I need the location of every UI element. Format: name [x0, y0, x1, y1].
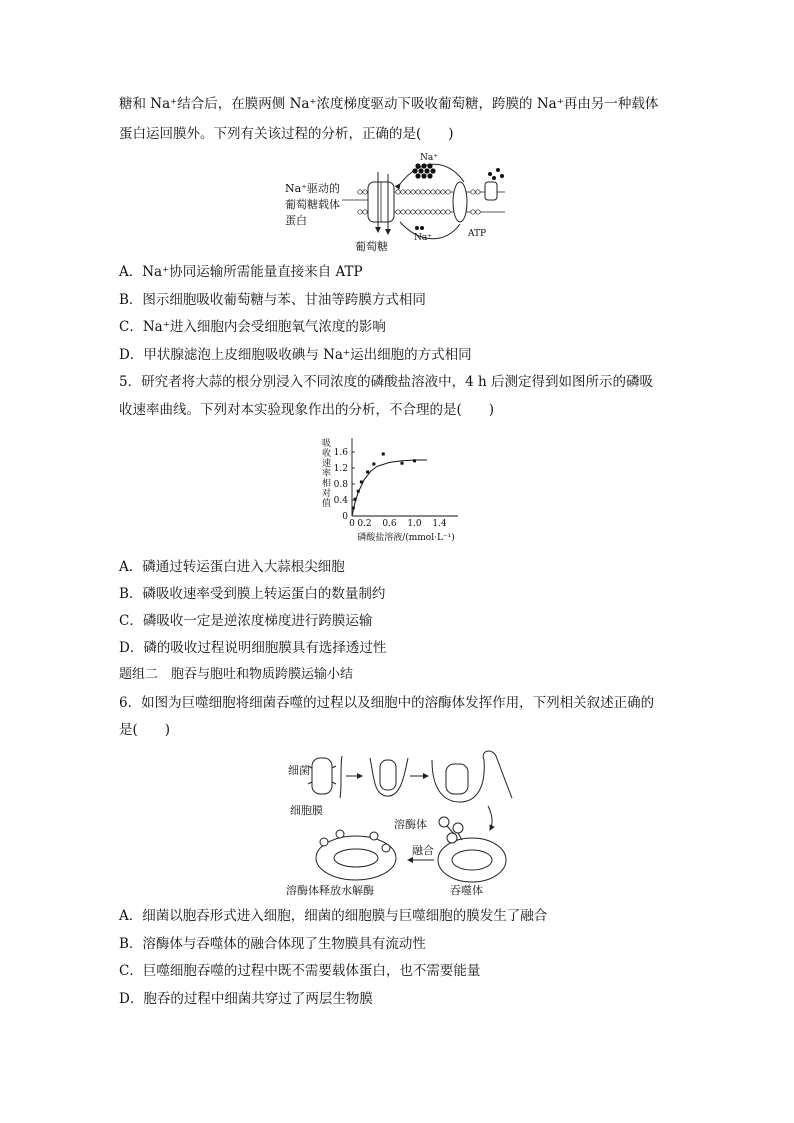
- carrier-label-1: Na⁺驱动的: [285, 182, 340, 195]
- q6-option-c: C．巨噬细胞吞噬的过程中既不需要载体蛋白，也不需要能量: [119, 963, 481, 979]
- q6-stem-line2: 是( ): [119, 722, 171, 738]
- data-point: [366, 471, 369, 474]
- data-point: [352, 507, 355, 510]
- q6-option-a: A．细菌以胞吞形式进入细胞，细菌的细胞膜与巨噬细胞的膜发生了融合: [119, 908, 548, 924]
- y-tick-label: 1.2: [333, 464, 348, 474]
- data-point: [360, 481, 363, 484]
- y-tick-label: 0.8: [333, 480, 348, 490]
- data-point: [382, 453, 385, 456]
- y-tick-label: 1.6: [333, 448, 348, 458]
- glucose-label: 葡萄糖: [355, 240, 388, 253]
- x-tick-label: 1.4: [432, 519, 447, 529]
- y-axis-label: 吸收速率相对值: [322, 439, 332, 509]
- data-point: [354, 498, 357, 501]
- q5-option-d: D．磷的吸收过程说明细胞膜具有选择透过性: [119, 640, 387, 656]
- sodium-ions-right: [488, 168, 504, 180]
- na-bottom-label: Na⁺: [414, 233, 432, 243]
- q4-option-d: D．甲状腺滤泡上皮细胞吸收碘与 Na⁺运出细胞的方式相同: [119, 347, 472, 363]
- q5-option-a: A．磷通过转运蛋白进入大蒜根尖细胞: [119, 559, 345, 575]
- q4-stem-line1: 糖和 Na⁺结合后，在膜两侧 Na⁺浓度梯度驱动下吸收葡萄糖，跨膜的 Na⁺再由另一种载体: [119, 96, 659, 112]
- q4-option-a: A．Na⁺协同运输所需能量直接来自 ATP: [119, 264, 363, 280]
- carrier-label-3: 蛋白: [285, 214, 307, 227]
- bacterium-label: 细菌: [288, 764, 310, 777]
- section-heading: 题组二 胞吞与胞吐和物质跨膜运输小结: [119, 667, 354, 682]
- x-tick-label: 0.2: [357, 519, 372, 529]
- sodium-ions-top: [412, 163, 435, 178]
- data-point: [413, 459, 416, 462]
- fusion-label: 融合: [412, 844, 434, 857]
- q6-phagocytosis-figure: [282, 748, 522, 896]
- na-top-label: Na⁺: [420, 153, 438, 163]
- q5-stem-line2: 收速率曲线。下列对本实验现象作出的分析，不合理的是( ): [119, 402, 495, 418]
- x-tick-label: 1.0: [407, 519, 422, 529]
- atp-label: ATP: [468, 229, 487, 239]
- sodium-pump-protein: [453, 182, 467, 222]
- y-tick-label: 0.4: [333, 496, 348, 506]
- q5-phosphate-absorption-chart: [312, 436, 482, 550]
- y-tick-label: 0: [342, 512, 348, 522]
- q4-option-c: C．Na⁺进入细胞内会受细胞氧气浓度的影响: [119, 319, 386, 335]
- q5-stem-line1: 5．研究者将大蒜的根分别浸入不同浓度的磷酸盐溶液中，4 h 后测定得到如图所示的磷吸: [119, 374, 653, 390]
- q4-membrane-figure: [280, 152, 520, 254]
- x-tick-label: 0: [349, 519, 355, 529]
- fitted-curve: [352, 460, 427, 516]
- q5-option-b: B．磷吸收速率受到膜上转运蛋白的数量制约: [119, 586, 386, 602]
- carrier-label-2: 葡萄糖载体: [285, 198, 340, 211]
- q6-option-d: D．胞吞的过程中细菌共穿过了两层生物膜: [119, 991, 373, 1007]
- q6-option-b: B．溶酶体与吞噬体的融合体现了生物膜具有流动性: [119, 936, 426, 952]
- sodium-ions-bottom: [415, 226, 424, 230]
- q5-option-c: C．磷吸收一定是逆浓度梯度进行跨膜运输: [119, 613, 373, 629]
- cell-membrane-label: 细胞膜: [290, 804, 323, 817]
- data-point: [401, 462, 404, 465]
- enzyme-release-label: 溶酶体释放水解酶: [286, 884, 374, 896]
- data-point: [357, 490, 360, 493]
- q4-option-b: B．图示细胞吸收葡萄糖与苯、甘油等跨膜方式相同: [119, 292, 426, 308]
- q6-stem-line1: 6．如图为巨噬细胞将细菌吞噬的过程以及细胞中的溶酶体发挥作用，下列相关叙述正确的: [119, 695, 655, 711]
- x-axis-label: 磷酸盐溶液/(mmol·L⁻¹): [357, 533, 455, 543]
- lysosome-label: 溶酶体: [394, 818, 427, 831]
- q4-stem-line2: 蛋白运回膜外。下列有关该过程的分析，正确的是( ): [119, 126, 454, 142]
- x-tick-label: 0.6: [382, 519, 397, 529]
- data-point: [372, 463, 375, 466]
- phagosome-label: 吞噬体: [450, 884, 483, 896]
